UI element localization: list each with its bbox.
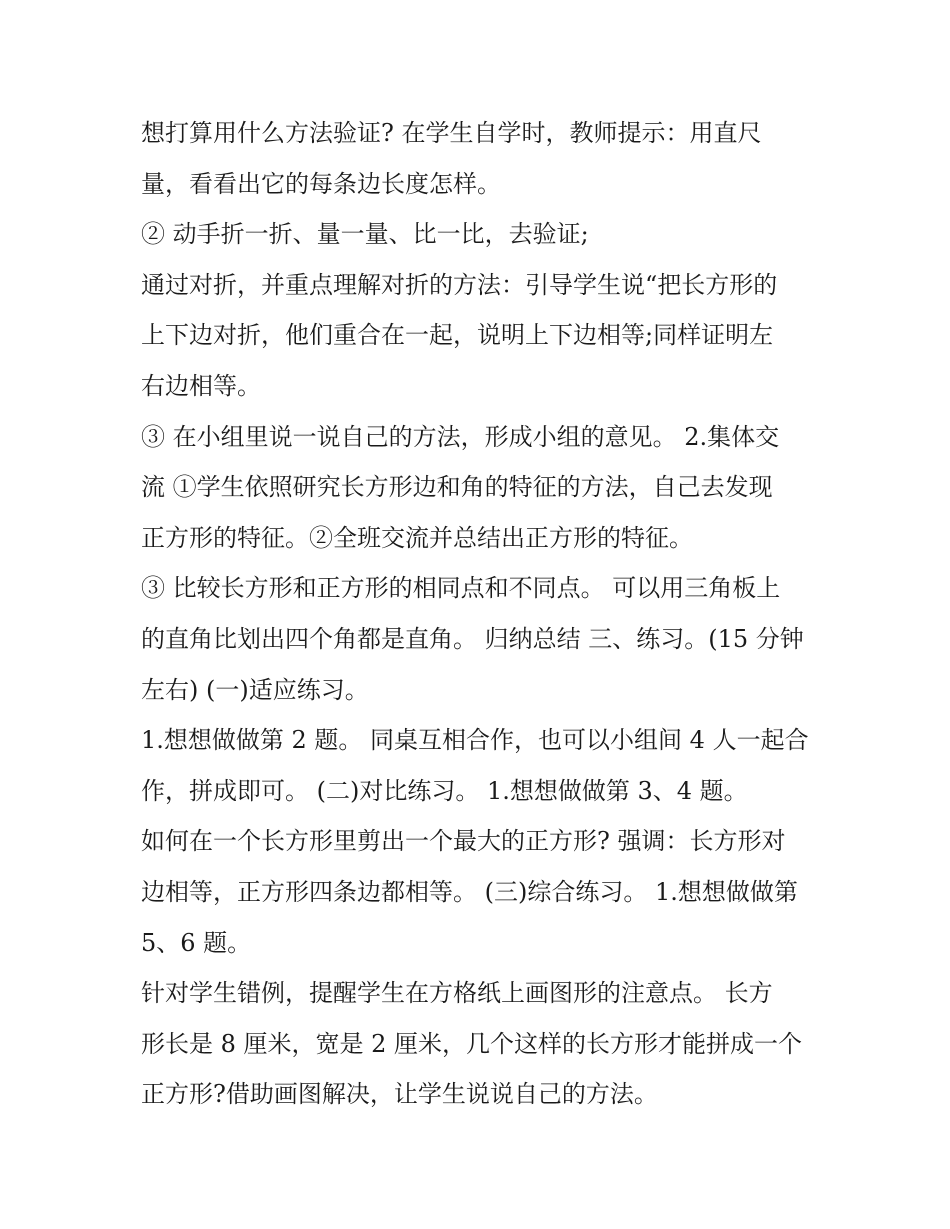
text-line: ③ 在小组里说一说自己的方法，形成小组的意见。 2.集体交 xyxy=(141,422,780,451)
text-line: 右边相等。 xyxy=(141,371,261,400)
text-line: 形长是 8 厘米，宽是 2 厘米，几个这样的长方形才能拼成一个 xyxy=(141,1029,803,1058)
body-text xyxy=(141,108,811,1120)
text-line: 流 ①学生依照研究长方形边和角的特征的方法，自己去发现 xyxy=(141,473,773,502)
text-line: ③ 比较长方形和正方形的相同点和不同点。 可以用三角板上 xyxy=(141,574,781,603)
text-line: 通过对折，并重点理解对折的方法：引导学生说“把长方形的 xyxy=(141,270,778,299)
text-line: 左右) (一)适应练习。 xyxy=(141,675,369,704)
text-line: 想打算用什么方法验证? 在学生自学时，教师提示：用直尺 xyxy=(141,119,762,147)
text-line: 1.想想做做第 2 题。 同桌互相合作，也可以小组间 4 人一起合 xyxy=(141,726,809,755)
text-line: ② 动手折一折、量一量、比一比，去验证; xyxy=(141,220,589,249)
text-line: 5、6 题。 xyxy=(141,928,252,957)
text-line: 正方形?借助画图解决，让学生说说自己的方法。 xyxy=(141,1080,658,1109)
text-line: 的直角比划出四个角都是直角。 归纳总结 三、练习。(15 分钟 xyxy=(141,624,804,653)
text-line: 量，看看出它的每条边长度怎样。 xyxy=(141,169,501,198)
text-line: 作，拼成即可。 (二)对比练习。 1.想想做做第 3、4 题。 xyxy=(141,776,748,805)
text-line: 如何在一个长方形里剪出一个最大的正方形? 强调：长方形对 xyxy=(141,827,786,856)
text-line: 边相等，正方形四条边都相等。 (三)综合练习。 1.想想做做第 xyxy=(141,877,798,906)
text-line: 上下边对折，他们重合在一起，说明上下边相等;同样证明左 xyxy=(141,321,774,350)
text-line: 正方形的特征。②全班交流并总结出正方形的特征。 xyxy=(141,523,693,552)
text-line: 针对学生错例，提醒学生在方格纸上画图形的注意点。 长方 xyxy=(141,979,773,1008)
